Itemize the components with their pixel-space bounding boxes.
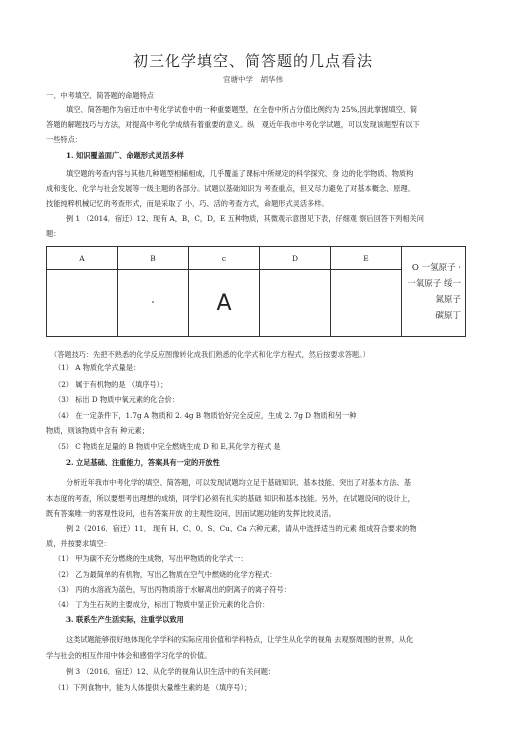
paragraph-line: 学与社会的相互作用中体会和感悟学习化学的价值。: [46, 651, 212, 660]
question-item: （4） 丁为生石灰的主要成分，标出丁物质中显正价元素的化合价：: [54, 600, 270, 609]
table-cell-a: [47, 270, 118, 337]
legend-item: 碳原丁: [435, 310, 461, 321]
document-title: 初三化学填空、简答题的几点看法: [132, 52, 373, 70]
table-cell-b: [118, 270, 189, 337]
question-item: （1） 甲为碳不充分燃烧的生成物，写出甲物质的化学式一：: [54, 554, 248, 563]
paragraph-line: 这类试题能够很好地体现化学学科的实际应用价值和学科特点，让学生从化学的视角 去观察周围的世界，从化: [66, 635, 414, 644]
table-cell-c: [189, 270, 260, 337]
table-header-cell: E: [331, 247, 402, 270]
legend-item: O 一氢原子 ·: [411, 262, 461, 273]
small-dot-mark: °: [151, 300, 155, 308]
section-heading-1: 一、中考填空、简答题的命题特点: [46, 91, 154, 100]
example-2-intro: 例 2（2016．宿迁）11、 现有 H、C、0、S、Cu、Ca 六种元素，请从中选择适当的元素 组成符合要求的物: [66, 524, 417, 533]
question-item: （1） A 物质化学式量是：: [54, 363, 141, 372]
table-header-cell: B: [118, 247, 189, 270]
answer-tip-note: （答题技巧：先把不熟悉的化学反应图像转化成我们熟悉的化学式和化学方程式，然后按要求答题。）: [50, 350, 370, 359]
table-cell-e: [331, 270, 402, 337]
paragraph-line: 填空题的考查内容与其他几种题型相辅相成，几乎覆盖了课标中所规定的科学探究、身 边的化学物质、物质构: [66, 169, 414, 178]
paragraph-line: 成和变化、化学与社会发展等一级主题的各部分。试题以基础知识为 考查重点，但又尽力避免了对基本概念、原理、: [46, 184, 415, 193]
atom-legend: [402, 247, 466, 337]
paragraph-line: 质，并按要求填空：: [46, 539, 111, 548]
paragraph-line: 技能纯粹机械记忆的考查形式，而是采取了 小、巧、活的考查方式，命题形式灵活多样。: [46, 199, 329, 208]
paragraph-line: 一些特点：: [46, 135, 82, 144]
paragraph-line: 答题的解题技巧与方法，对提高中考化学成绩有着重要的意义。纵 观近年我市中考化学试题，可以发现该题型有以下: [46, 120, 420, 129]
molecule-table: [46, 246, 466, 337]
question-item: （4） 在一定条件下，1.7g A 物质和 2. 4g B 物质恰好完全反应，生成 2. 7g D 物质和另一种: [54, 411, 357, 420]
legend-item: 氮原子: [435, 294, 461, 305]
question-item-continued: 物质，则该物质中含有 种元素；: [46, 426, 149, 435]
table-cell-d: [260, 270, 331, 337]
table-header-cell: A: [47, 247, 118, 270]
paragraph-line: 分析近年我市中考化学的填空、简答题，可以发现试题均立足于基础知识、基本技能、突出了对基本方法、基: [66, 478, 412, 487]
example-3-intro: 例 3 （2016．宿迁）12、从化学的视角认识生活中的有关问题：: [66, 667, 276, 676]
table-header-row: [47, 247, 466, 270]
subheading-1: 1. 知识覆盖面广、命题形式灵活多样: [66, 151, 184, 160]
table-header-cell: c: [189, 247, 260, 270]
paragraph-line: 本态度的考查，所以要想考出理想的成绩，同学们必须有扎实的基础 知识和基本技能。另外，在试题设问的设计上，: [46, 494, 415, 503]
subheading-2: 2. 立足基础、注重能力，答案具有一定的开放性: [66, 458, 220, 467]
author-line: 官塘中学 胡华伟: [223, 75, 283, 84]
table-header-cell: D: [260, 247, 331, 270]
question-item: （2） 属于有机物的是 （填序号）；: [54, 380, 168, 389]
paragraph-line: 填空、简答题作为宿迁市中考化学试卷中的一种重要题型，在全卷中所占分值比例约为 25%,因此掌握填空、简: [66, 105, 418, 114]
legend-item: 一氧原子 绥一: [407, 278, 461, 289]
question-item: （1）下列食物中，能为人体提供大量维生素的是 （填序号）；: [54, 683, 252, 692]
subheading-3: 3. 联系生产生活实际，注重学以致用: [66, 615, 184, 624]
paragraph-line: 题：: [46, 229, 61, 238]
question-item: （5） C 物质在足量的 B 物质中完全燃烧生成 D 和 E,其化学方程式 是: [54, 442, 281, 451]
question-item: （3） 标出 D 物质中氧元素的化合价：: [54, 395, 180, 404]
question-item: （2） 乙为最简单的有机物，写出乙物质在空气中燃烧的化学方程式：: [54, 570, 277, 579]
cell-c-letter: A: [216, 290, 232, 316]
question-item: （3） 丙的水溶液为蓝色，写出丙物质溶于水解离出的阴离子的离子符号：: [54, 585, 291, 594]
example-1-intro: 例 1 （2014．宿迁）12、现有 A，B，C，D，E 五种物质，其微观示意图见下表，仔细观 察后回答下列相关问: [66, 214, 424, 223]
paragraph-line: 既有答案唯一的客观性设问，也有答案开放 的主观性设问，因而试题功能的发挥比较灵活。: [46, 509, 336, 518]
